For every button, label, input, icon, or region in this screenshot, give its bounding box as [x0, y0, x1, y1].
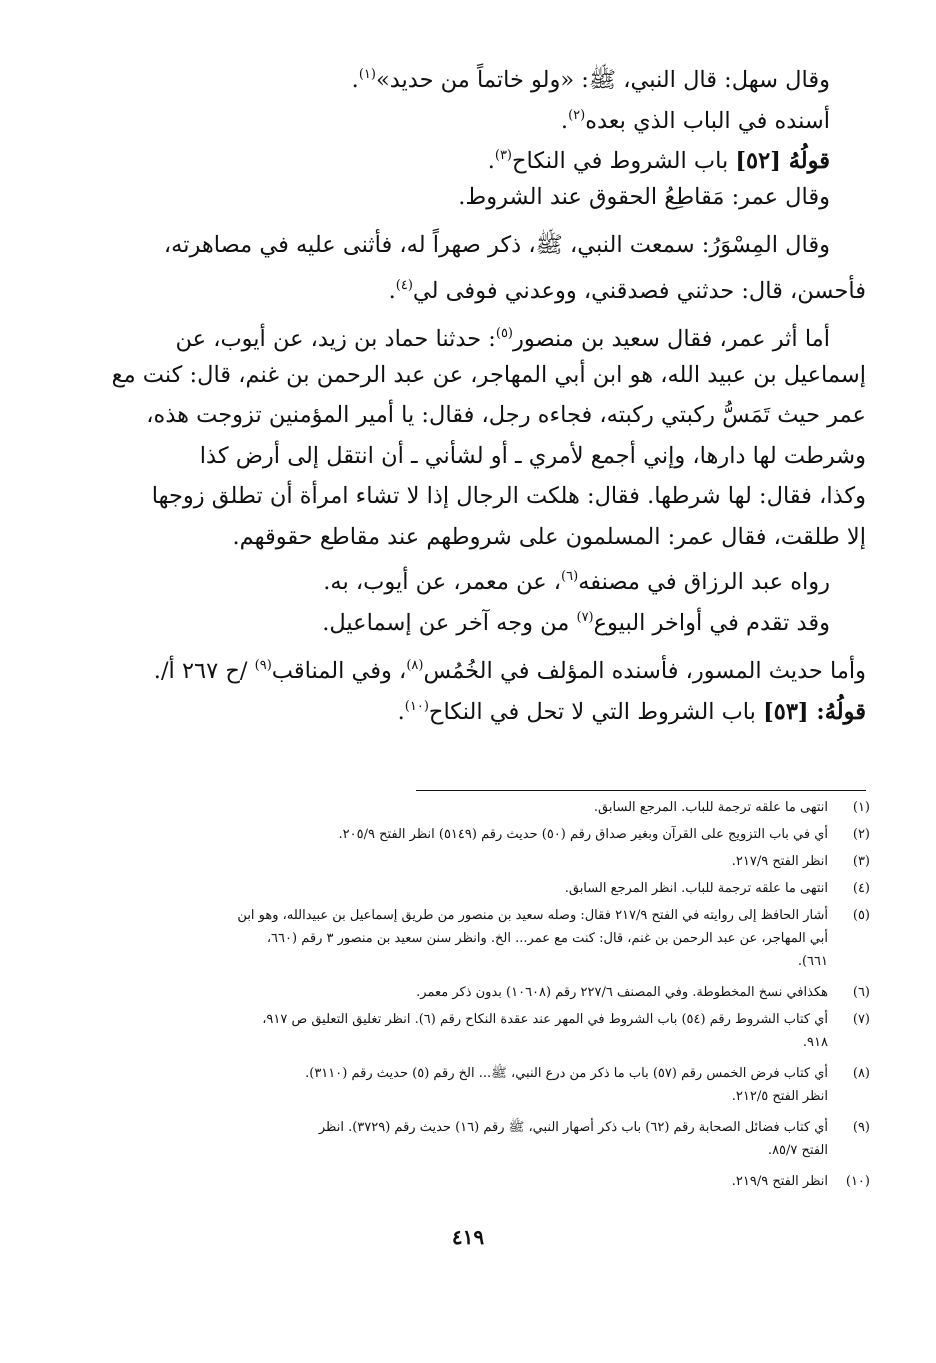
text-line	[66, 177, 866, 218]
footnote	[66, 1170, 870, 1193]
line-text: رواه عبد الرزاق في مصنفه	[578, 569, 830, 595]
footnote-text: أي في باب التزويج على القرآن وبغير صداق رقم (٥٠) حديث رقم (٥١٤٩) انظر الفتح ٢٠٥/٩.	[338, 827, 828, 842]
footnote-ref: (١)	[358, 67, 376, 82]
footnotes	[66, 796, 870, 1193]
footnote-number: (٩)	[852, 1120, 870, 1135]
line-text: ، وفي المناقب	[271, 658, 407, 684]
line-text: .	[397, 698, 405, 725]
text-line	[66, 55, 866, 96]
footnote	[66, 1008, 870, 1054]
footnote-text: أي كتاب فرض الخمس رقم (٥٧) باب ما ذكر من درع النبي، ﷺ... الخ رقم (٥) حديث رقم (٣١١٠).	[305, 1066, 828, 1081]
heading-label: قولُهُ: [٥٣]	[763, 698, 866, 725]
footnote-text: انظر الفتح ٢١٧/٩.	[731, 854, 828, 869]
footnote-divider	[416, 790, 866, 791]
footnote-ref: (١٠)	[404, 698, 429, 714]
footnote-text: أبي المهاجر، عن عبد الرحمن بن غنم، قال: كنت مع عمر... الخ. وانظر سنن سعيد بن منصور ٣ رقم (٦٦٠،	[266, 931, 828, 946]
footnote-ref: (٦)	[561, 569, 579, 584]
footnote-number: (٦)	[852, 985, 870, 1000]
footnote-ref: (٩)	[254, 658, 272, 673]
footnote-number: (٣)	[852, 854, 870, 869]
line-text: وقال عمر: مَقاطِعُ الحقوق عند الشروط.	[458, 183, 830, 210]
line-text: .	[388, 277, 396, 304]
footnote-ref: (٢)	[568, 107, 586, 123]
line-text: /ح ٢٦٧ أ/.	[153, 658, 255, 684]
line-text: إلا طلقت، فقال عمر: المسلمون على شروطهم عند مقاطع حقوقهم.	[232, 523, 866, 550]
line-text: ، عن معمر، عن أيوب، به.	[323, 569, 562, 595]
text-line	[66, 266, 866, 307]
footnote-text: انظر الفتح ٢١٩/٩.	[731, 1174, 828, 1189]
footnote-number: (٧)	[852, 1012, 870, 1027]
text-line	[66, 355, 866, 396]
heading-label: قولُهُ [٥٢]	[735, 148, 830, 174]
footnote-number: (١)	[852, 800, 870, 815]
line-text: وقد تقدم في أواخر البيوع	[593, 609, 830, 636]
heading-title: باب الشروط في النكاح	[512, 148, 736, 174]
heading-title: باب الشروط التي لا تحل في النكاح	[428, 698, 764, 725]
footnote-text: انظر الفتح ٢١٢/٥.	[731, 1089, 828, 1104]
line-text: إسماعيل بن عبيد الله، هو ابن أبي المهاجر، عن عبد الرحمن بن غنم، قال: كنت مع	[111, 361, 866, 388]
text-line	[66, 598, 866, 639]
footnote-text: ٩١٨.	[802, 1035, 828, 1050]
line-text: عمر حيث تَمَسُّ ركبتي ركبته، فجاءه رجل، فقال: يا أمير المؤمنين تزوجت هذه،	[146, 402, 866, 428]
footnote-text: هكذافي نسخ المخطوطة. وفي المصنف ٢٢٧/٦ رقم (١٠٦٠٨) بدون ذكر معمر.	[416, 985, 828, 1000]
line-text: وقال المِسْوَرُ: سمعت النبي، ﷺ، ذكر صهراً له، فأثنى عليه في مصاهرته،	[163, 232, 830, 258]
line-text: أما أثر عمر، فقال سعيد بن منصور	[513, 326, 830, 352]
footnote-number: (٤)	[852, 881, 870, 896]
footnote-text: انتهى ما علقه ترجمة للباب. انظر المرجع السابق.	[564, 881, 828, 896]
footnote-ref: (٥)	[495, 326, 513, 341]
footnote-number: (١٠)	[845, 1174, 870, 1189]
footnote-ref: (٣)	[494, 148, 512, 163]
text-line	[66, 225, 866, 266]
footnote-text: الفتح ٨٥/٧.	[767, 1143, 828, 1158]
text-line	[66, 436, 866, 477]
footnote	[66, 796, 870, 819]
footnote-ref: (٧)	[576, 609, 594, 625]
footnote-number: (٢)	[852, 827, 870, 842]
footnote-ref: (٤)	[395, 277, 413, 293]
line-text: وقال سهل: قال النبي، ﷺ: «ولو خاتماً من حديد»	[375, 67, 830, 93]
line-text: وكذا، فقال: لها شرطها. فقال: هلكت الرجال إذا لا تشاء امرأة أن تطلق زوجها	[151, 483, 866, 509]
text-line	[66, 476, 866, 517]
line-text: .	[560, 107, 569, 134]
line-text: .	[487, 148, 495, 174]
line-text: أسنده في الباب الذي بعده	[585, 107, 830, 134]
line-text: من وجه آخر عن إسماعيل.	[322, 609, 577, 636]
footnote	[66, 981, 870, 1004]
text-line	[66, 557, 866, 598]
footnote-number: (٥)	[852, 908, 870, 923]
footnote-text: أشار الحافظ إلى روايته في الفتح ٢١٧/٩ فقال: وصله سعيد بن منصور من طريق إسماعيل بن عبيدالله، وهو ابن	[237, 908, 828, 923]
line-text: وأما حديث المسور، فأسنده المؤلف في الخُمُس	[423, 658, 866, 684]
footnote-text: انتهى ما علقه ترجمة للباب. المرجع السابق.	[593, 800, 828, 815]
footnote-text: أي كتاب فضائل الصحابة رقم (٦٢) باب ذكر أصهار النبي، ﷺ رقم (١٦) حديث رقم (٣٧٢٩). انظر	[318, 1120, 828, 1135]
text-line	[66, 96, 866, 137]
text-line	[66, 646, 866, 687]
text-line	[66, 395, 866, 436]
page-number: ٤١٩	[451, 1225, 485, 1249]
footnote-number: (٨)	[852, 1066, 870, 1081]
line-text: وشرطت لها دارها، وإني أجمع لأمري ـ أو لشأني ـ أن انتقل إلى أرض كذا	[199, 442, 866, 469]
text-line	[66, 314, 866, 355]
text-line	[66, 517, 866, 558]
chapter-heading	[66, 687, 866, 728]
chapter-heading	[66, 136, 866, 177]
line-text: .	[351, 67, 359, 93]
footnote	[66, 1116, 870, 1162]
footnote-text: أي كتاب الشروط رقم (٥٤) باب الشروط في المهر عند عقدة النكاح رقم (٦). انظر تغليق التعليق ص ٩١٧،	[262, 1012, 828, 1027]
footnote	[66, 823, 870, 846]
line-text: فأحسن، قال: حدثني فصدقني، ووعدني فوفى لي	[412, 277, 866, 304]
footnote-text: ٦٦١).	[797, 954, 828, 969]
footnote	[66, 850, 870, 873]
footnote	[66, 877, 870, 900]
footnote	[66, 1062, 870, 1108]
line-text: : حدثنا حماد بن زيد، عن أيوب، عن	[175, 326, 496, 352]
main-text	[66, 55, 866, 727]
footnote	[66, 904, 870, 973]
footnote-ref: (٨)	[406, 658, 424, 673]
